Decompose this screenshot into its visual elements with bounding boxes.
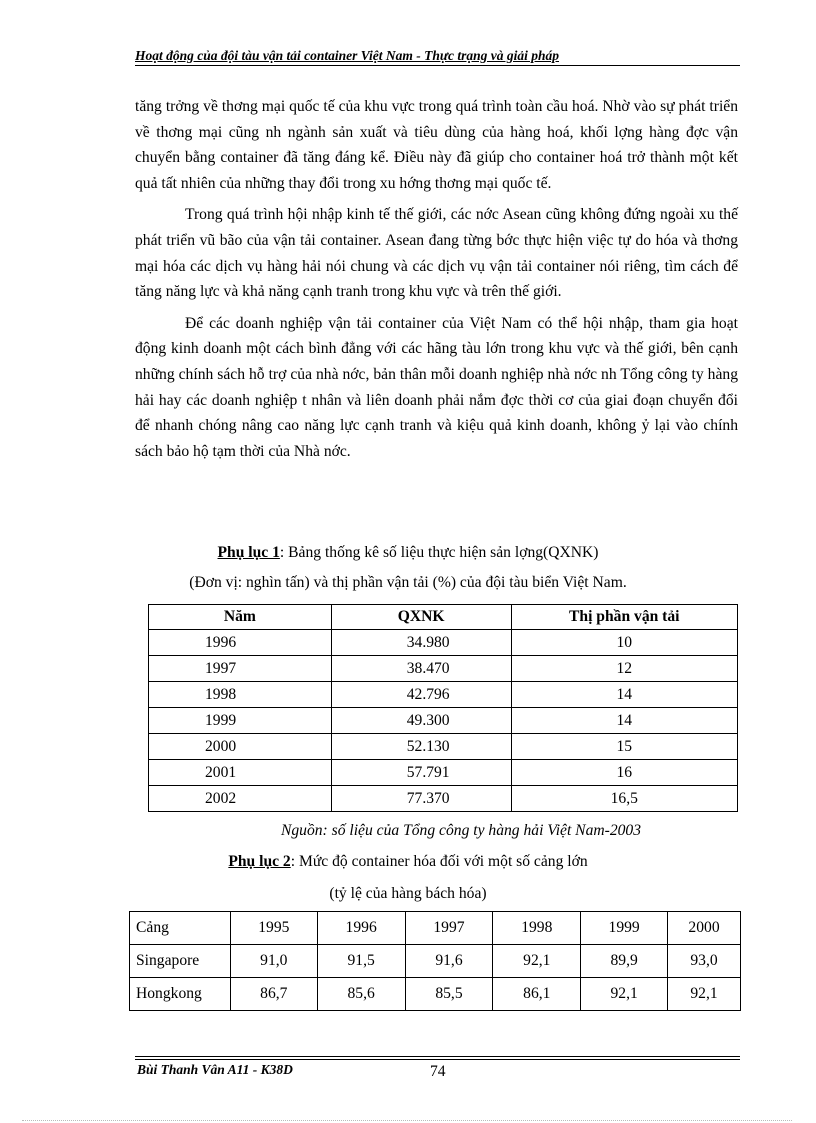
year-cell: 2001 xyxy=(149,760,332,786)
share-cell: 15 xyxy=(511,734,737,760)
qxnk-cell: 34.980 xyxy=(331,630,511,656)
paragraph-1: tăng trởng về thơng mại quốc tế của khu vực trong quá trình toàn cầu hoá. Nhờ vào sự phát triển về thơng mại cũng nh ngành sản xuất và tiêu dùng của hàng hoá, khối lợng hàng đợc vận chuyển bằng container đã tăng đáng kể. Điều này đã giúp cho container hoá trở thành một kết quả tất nhiên của những thay đổi trong xu hớng thơng mại quốc tế. xyxy=(135,98,738,192)
value-cell: 91,0 xyxy=(230,945,317,978)
qxnk-cell: 77.370 xyxy=(331,786,511,812)
header-year: 1997 xyxy=(405,912,493,945)
appendix1-table xyxy=(148,604,738,812)
value-cell: 92,1 xyxy=(581,978,668,1011)
table-row xyxy=(149,630,738,656)
share-cell: 16,5 xyxy=(511,786,737,812)
header-qxnk: QXNK xyxy=(331,605,511,630)
value-cell: 85,6 xyxy=(317,978,405,1011)
value-cell: 91,5 xyxy=(317,945,405,978)
footer-divider xyxy=(135,1059,740,1060)
header-market-share: Thị phần vận tải xyxy=(511,605,737,630)
appendix2-table xyxy=(129,911,741,1011)
year-cell: 2002 xyxy=(149,786,332,812)
qxnk-cell: 42.796 xyxy=(331,682,511,708)
value-cell: 92,1 xyxy=(493,945,581,978)
page-edge-divider xyxy=(22,1120,792,1121)
port-cell: Hongkong xyxy=(130,978,231,1011)
share-cell: 14 xyxy=(511,682,737,708)
share-cell: 16 xyxy=(511,760,737,786)
table-row xyxy=(149,656,738,682)
qxnk-cell: 38.470 xyxy=(331,656,511,682)
header-year: 1998 xyxy=(493,912,581,945)
header-year: Năm xyxy=(149,605,332,630)
appendix2-label: Phụ lục 2 xyxy=(228,853,291,870)
appendix1-caption xyxy=(0,544,816,562)
header-year: 1995 xyxy=(230,912,317,945)
table-row xyxy=(149,786,738,812)
paragraph-3: Để các doanh nghiệp vận tải container của Việt Nam có thể hội nhập, tham gia hoạt động kinh doanh một cách bình đẳng với các hãng tàu lớn trong khu vực và thế giới, bên cạnh những chính sách hỗ trợ của nhà nớc, bản thân mỗi doanh nghiệp nhà nớc nh Tổng công ty hàng hải hay các doanh nghiệp t nhân và liên doanh phải nắm đợc thời cơ của giai đoạn chuyển đổi để nhanh chóng nâng cao năng lực cạnh tranh và kiệu quả kinh doanh, không ỷ lại vào chính sách bảo hộ tạm thời của Nhà nớc. xyxy=(135,314,738,460)
header-year: 1999 xyxy=(581,912,668,945)
year-cell: 1996 xyxy=(149,630,332,656)
value-cell: 92,1 xyxy=(668,978,741,1011)
value-cell: 85,5 xyxy=(405,978,493,1011)
share-cell: 14 xyxy=(511,708,737,734)
appendix2-caption xyxy=(0,853,816,871)
qxnk-cell: 52.130 xyxy=(331,734,511,760)
body-text xyxy=(135,94,738,470)
table-header-row xyxy=(149,605,738,630)
header-year: 1996 xyxy=(317,912,405,945)
value-cell: 86,1 xyxy=(493,978,581,1011)
table-row xyxy=(130,978,741,1011)
appendix1-subtitle: (Đơn vị: nghìn tấn) và thị phần vận tải (%) của đội tàu biển Việt Nam. xyxy=(189,574,627,591)
table-row xyxy=(149,760,738,786)
appendix2-title: : Mức độ container hóa đối với một số cảng lớn xyxy=(290,853,588,870)
footer-divider xyxy=(135,1056,740,1057)
year-cell: 1997 xyxy=(149,656,332,682)
table-row xyxy=(149,682,738,708)
appendix1-title: : Bảng thống kê số liệu thực hiện sản lợng(QXNK) xyxy=(279,544,599,561)
page-number: 74 xyxy=(430,1063,446,1080)
header-year: 2000 xyxy=(668,912,741,945)
appendix1-label: Phụ lục 1 xyxy=(217,544,280,561)
value-cell: 91,6 xyxy=(405,945,493,978)
year-cell: 2000 xyxy=(149,734,332,760)
qxnk-cell: 49.300 xyxy=(331,708,511,734)
running-header xyxy=(135,48,740,66)
qxnk-cell: 57.791 xyxy=(331,760,511,786)
year-cell: 1998 xyxy=(149,682,332,708)
header-title: Hoạt động của đội tàu vận tải container Việt Nam - Thực trạng và giải pháp xyxy=(135,48,559,63)
appendix1-source: Nguồn: số liệu của Tổng công ty hàng hải Việt Nam-2003 xyxy=(280,822,642,839)
year-cell: 1999 xyxy=(149,708,332,734)
port-cell: Singapore xyxy=(130,945,231,978)
header-port: Cảng xyxy=(130,912,231,945)
value-cell: 89,9 xyxy=(581,945,668,978)
share-cell: 12 xyxy=(511,656,737,682)
paragraph-2: Trong quá trình hội nhập kinh tế thế giới, các nớc Asean cũng không đứng ngoài xu thế phát triển vũ bão của vận tải container. Asean đang từng bớc thực hiện việc tự do hóa và thơng mại hóa các dịch vụ hàng hải nói chung và các dịch vụ vận tải container nói riêng, tìm cách để tăng năng lực và khả năng cạnh tranh trong khu vực và trên thế giới. xyxy=(135,206,738,301)
footer-author: Bùi Thanh Vân A11 - K38D xyxy=(137,1062,293,1077)
value-cell: 86,7 xyxy=(230,978,317,1011)
value-cell: 93,0 xyxy=(668,945,741,978)
appendix2-subtitle: (tỷ lệ của hàng bách hóa) xyxy=(329,885,487,902)
share-cell: 10 xyxy=(511,630,737,656)
table-row xyxy=(149,734,738,760)
table-row xyxy=(130,945,741,978)
table-header-row xyxy=(130,912,741,945)
table-row xyxy=(149,708,738,734)
